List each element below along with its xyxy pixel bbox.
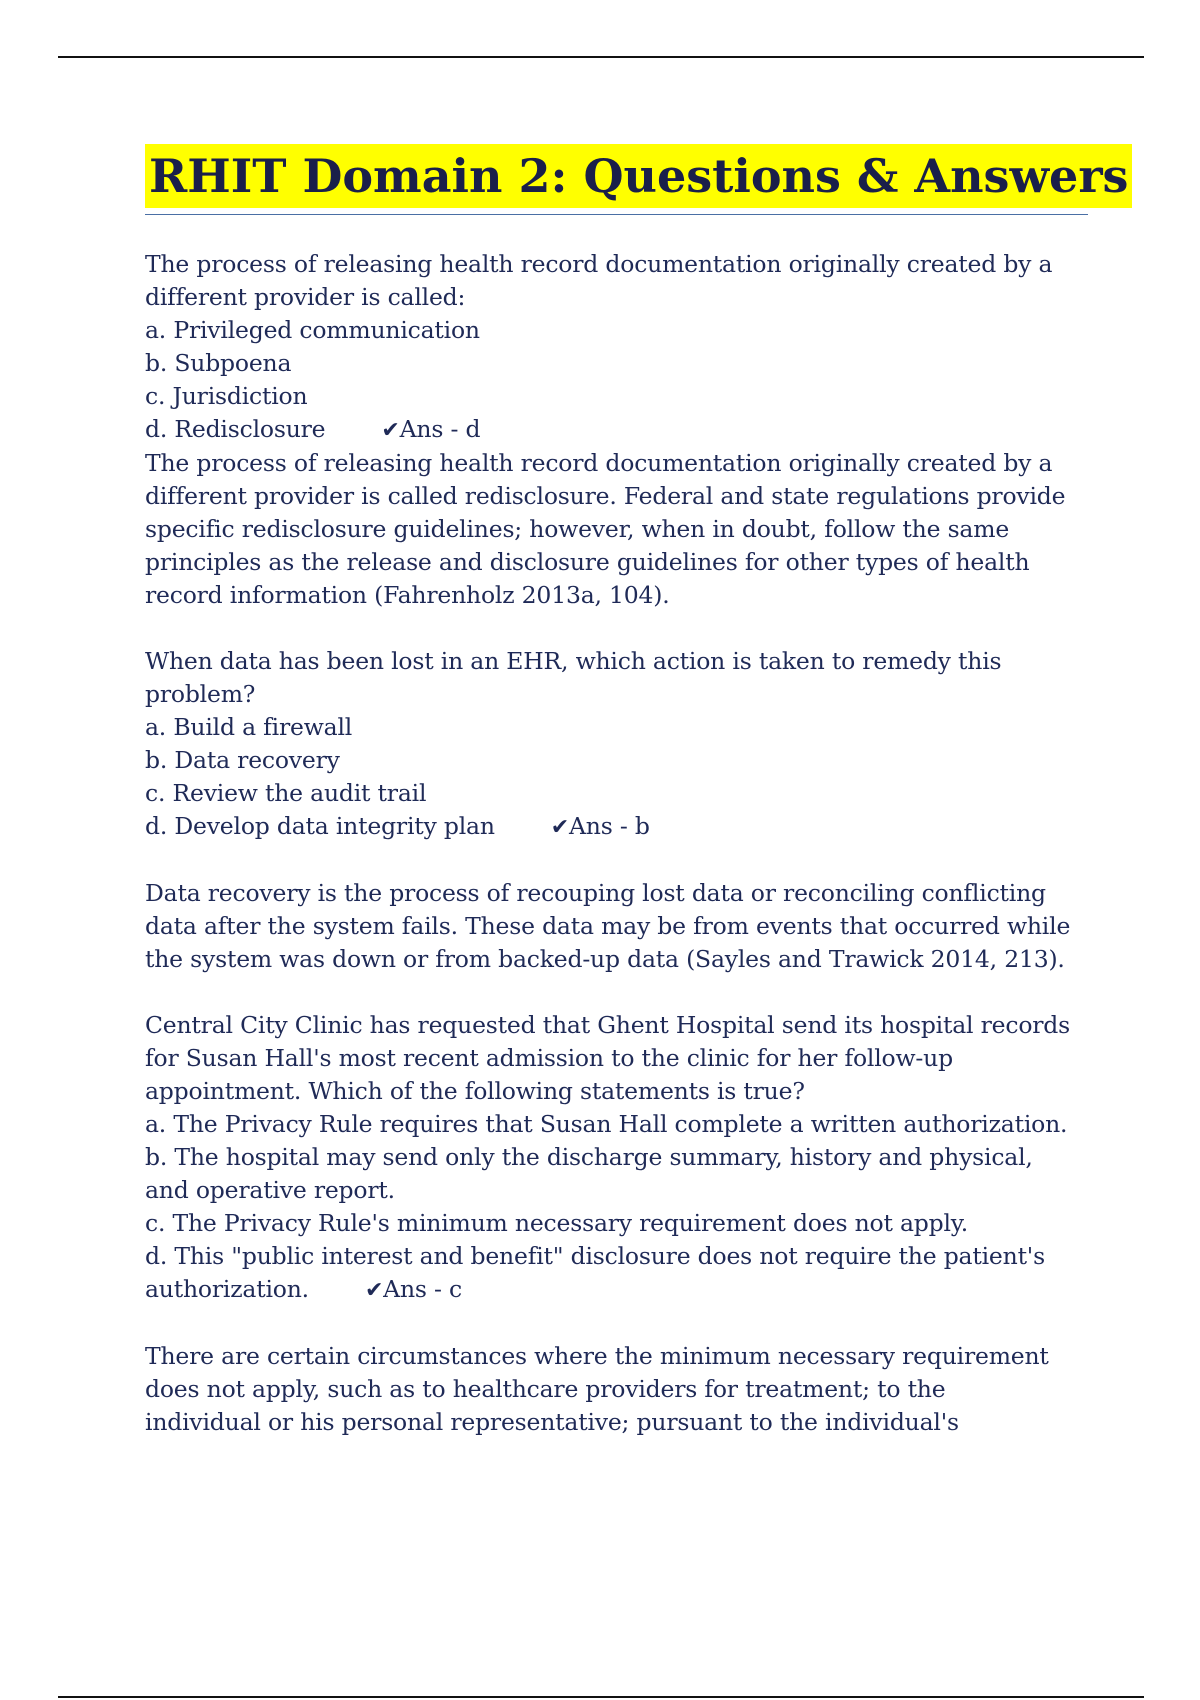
answer-option: a. Build a firewall (145, 713, 353, 741)
question-text: different provider is called: (145, 283, 466, 311)
answer-separator: - (443, 415, 466, 443)
answer-separator: - (612, 812, 635, 840)
spacer (145, 844, 1095, 877)
question-text: Central City Clinic has requested that Ghent Hospital send its hospital records (145, 1011, 1071, 1039)
answer-key (381, 413, 480, 447)
explanation-text: The process of releasing health record documentation originally created by a (145, 449, 1053, 477)
answer-option: c. The Privacy Rule's minimum necessary requirement does not apply. (145, 1209, 969, 1237)
question-text: for Susan Hall's most recent admission to the clinic for her follow-up (145, 1044, 953, 1072)
answer-option: authorization. (145, 1275, 309, 1303)
answer-option: a. Privileged communication (145, 316, 480, 344)
explanation-text: There are certain circumstances where the minimum necessary requirement (145, 1342, 1049, 1370)
question-text: When data has been lost in an EHR, which action is taken to remedy this (145, 647, 1002, 675)
explanation-text: data after the system fails. These data may be from events that occurred while (145, 912, 1071, 940)
question-block-1 (145, 248, 1095, 612)
question-text: appointment. Which of the following statements is true? (145, 1077, 805, 1105)
answer-option: b. Data recovery (145, 746, 340, 774)
spacer (145, 1307, 1095, 1340)
document-body (145, 248, 1095, 1439)
page-title: RHIT Domain 2: Questions & Answers (145, 144, 1132, 208)
explanation-text: record information (Fahrenholz 2013a, 104). (145, 581, 670, 609)
answer-label: Ans (399, 415, 444, 443)
answer-option: c. Jurisdiction (145, 382, 308, 410)
answer-option: d. This "public interest and benefit" disclosure does not require the patient's (145, 1242, 1045, 1270)
answer-key (551, 810, 650, 844)
check-icon: ✔ (381, 418, 400, 443)
question-block-2 (145, 645, 1095, 976)
answer-option-with-key (145, 413, 1095, 447)
explanation-text: specific redisclosure guidelines; however, when in doubt, follow the same (145, 515, 1010, 543)
explanation-text: Data recovery is the process of recouping lost data or reconciling conflicting (145, 879, 1046, 907)
explanation-text: different provider is called redisclosure. Federal and state regulations provide (145, 482, 1066, 510)
answer-letter: c (449, 1275, 462, 1303)
explanation-text: the system was down or from backed-up data (Sayles and Trawick 2014, 213). (145, 945, 1065, 973)
answer-letter: b (634, 812, 650, 840)
answer-letter: d (465, 415, 481, 443)
title-underline (145, 214, 1088, 215)
answer-option: b. Subpoena (145, 349, 292, 377)
answer-option: c. Review the audit trail (145, 779, 427, 807)
answer-label: Ans (383, 1275, 427, 1303)
question-text: problem? (145, 680, 256, 708)
spacer (145, 612, 1095, 645)
answer-option: b. The hospital may send only the discharge summary, history and physical, (145, 1143, 1033, 1171)
answer-key (365, 1273, 462, 1307)
answer-option: and operative report. (145, 1176, 395, 1204)
explanation-text: individual or his personal representative; pursuant to the individual's (145, 1408, 959, 1436)
spacer (145, 976, 1095, 1009)
answer-option: a. The Privacy Rule requires that Susan Hall complete a written authorization. (145, 1110, 1068, 1138)
answer-option: d. Redisclosure (145, 415, 326, 443)
header-rule (58, 56, 1144, 58)
answer-separator: - (426, 1275, 450, 1303)
question-text: The process of releasing health record documentation originally created by a (145, 250, 1053, 278)
explanation-text: principles as the release and disclosure guidelines for other types of health (145, 548, 1030, 576)
explanation-text: does not apply, such as to healthcare providers for treatment; to the (145, 1375, 946, 1403)
answer-option-with-key (145, 1273, 1095, 1307)
check-icon: ✔ (364, 1278, 384, 1303)
question-block-3 (145, 1009, 1095, 1439)
answer-option-with-key (145, 810, 1095, 844)
footer-rule (58, 1696, 1144, 1698)
answer-label: Ans (569, 812, 613, 840)
answer-option: d. Develop data integrity plan (145, 812, 495, 840)
check-icon: ✔ (550, 815, 569, 840)
